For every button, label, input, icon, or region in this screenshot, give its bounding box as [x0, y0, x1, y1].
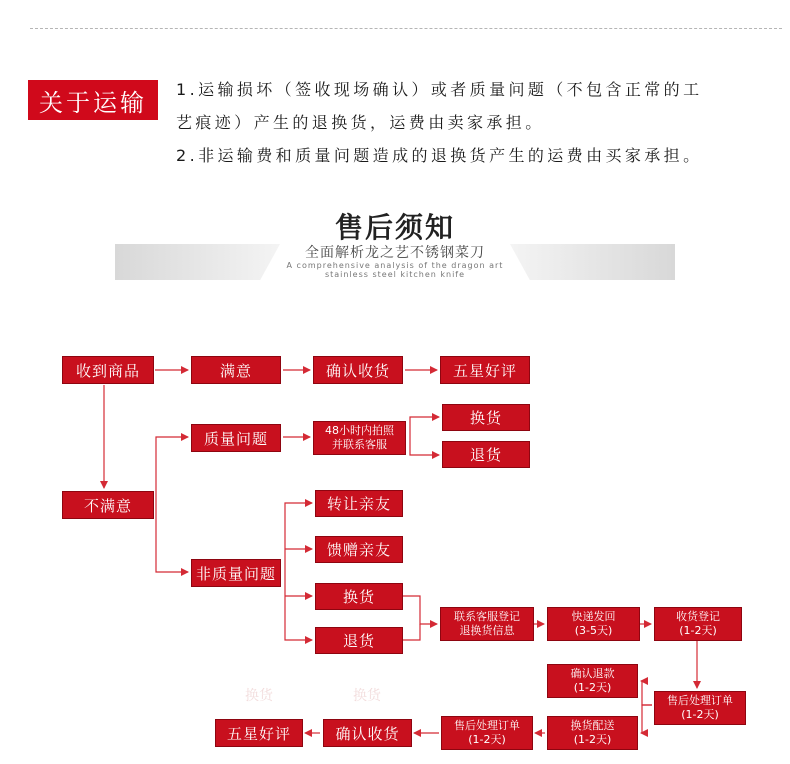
node-contact-service-register [440, 607, 534, 641]
express-line-1: 快递发回 [571, 610, 616, 623]
node-satisfied: 满意 [191, 356, 281, 384]
node-exchange-quality: 换货 [442, 404, 530, 431]
ship-line-2: (1-2天) [573, 733, 612, 746]
faded-exchange-text-2: 换货 [353, 688, 381, 704]
node-after-sale-processing [654, 691, 746, 725]
register-line-1: 收货登记 [676, 610, 720, 623]
banner-english-line-2: stainless steel kitchen knife [324, 270, 466, 279]
node-photo-contact-service [313, 421, 406, 455]
node-non-quality-issue: 非质量问题 [191, 559, 281, 587]
node-exchange-delivery [547, 716, 638, 750]
policy-line-1b: 艺痕迹）产生的退换货，运费由卖家承担。 [176, 113, 545, 132]
faded-exchange-text-1: 换货 [245, 688, 273, 704]
policy-line-1a: 1.运输损坏（签收现场确认）或者质量问题（不包含正常的工 [176, 80, 703, 99]
node-gift-to-friends: 馈赠亲友 [315, 536, 403, 563]
cs-line-2: 退换货信息 [459, 624, 515, 637]
node-five-star-review: 五星好评 [440, 356, 530, 384]
node-return-nonquality: 退货 [315, 627, 403, 654]
banner-subtitle: 全面解析龙之艺不锈钢菜刀 [305, 245, 485, 261]
refund-line-1: 确认退款 [570, 667, 615, 680]
node-transfer-to-friends: 转让亲友 [315, 490, 403, 517]
photo-line-2: 并联系客服 [332, 438, 387, 451]
register-line-2: (1-2天) [679, 624, 717, 637]
express-line-2: (3-5天) [574, 624, 613, 637]
node-unsatisfied: 不满意 [62, 491, 154, 519]
node-return-quality: 退货 [442, 441, 530, 468]
node-exchange-nonquality: 换货 [315, 583, 403, 610]
banner-title: 售后须知 [334, 211, 455, 244]
node-express-return [547, 607, 640, 641]
aftersale-line-2: (1-2天) [681, 708, 719, 721]
node-five-star-review-final: 五星好评 [215, 719, 303, 747]
node-receive-goods: 收到商品 [62, 356, 154, 384]
cs-line-1: 联系客服登记 [454, 610, 520, 623]
ship-line-1: 换货配送 [570, 719, 615, 732]
order-line-1: 售后处理订单 [454, 719, 520, 732]
aftersale-line-1: 售后处理订单 [667, 694, 733, 707]
photo-line-1: 48小时内拍照 [325, 424, 394, 437]
about-shipping-badge: 关于运输 [28, 80, 158, 120]
refund-line-2: (1-2天) [573, 681, 612, 694]
node-receipt-register [654, 607, 742, 641]
order-line-2: (1-2天) [468, 733, 506, 746]
node-confirm-receipt: 确认收货 [313, 356, 403, 384]
node-confirm-refund [547, 664, 638, 698]
node-confirm-receipt-final: 确认收货 [323, 719, 412, 747]
policy-line-2: 2.非运输费和质量问题造成的退换货产生的运费由买家承担。 [176, 146, 703, 165]
node-after-sale-order [441, 716, 533, 750]
node-quality-issue: 质量问题 [191, 424, 281, 452]
banner-english-line-1: A comprehensive analysis of the dragon art [286, 261, 504, 270]
